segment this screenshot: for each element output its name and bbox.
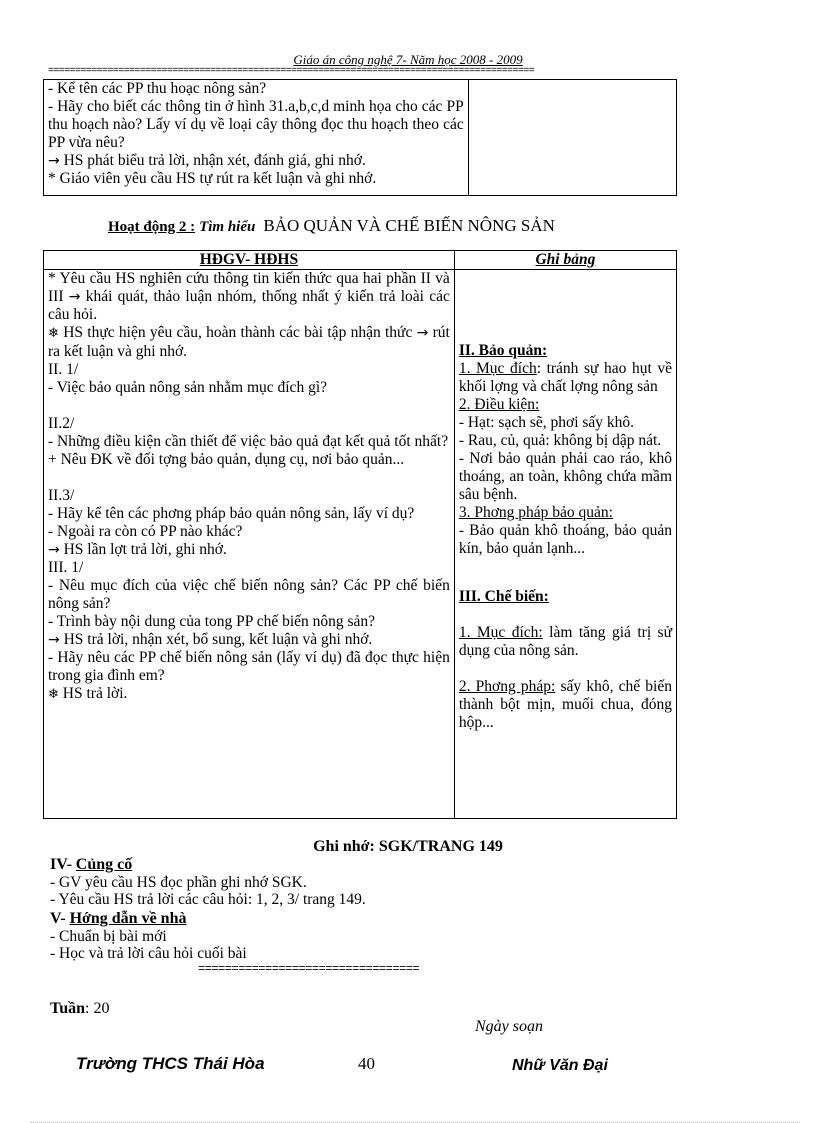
- memo-heading: Ghi nhớ: SGK/TRANG 149: [313, 838, 503, 855]
- arrow-right-icon: →: [48, 153, 60, 169]
- subheading: 1. Mục đích:: [458, 624, 543, 641]
- text-line: - Chuẩn bị bài mới: [50, 927, 167, 945]
- text-line: HS phát biểu trả lời, nhận xét, đánh giá, ghi nhớ.: [63, 152, 366, 169]
- activity2-label: Hoạt động 2 :: [108, 219, 196, 235]
- text-line: - Nơi bảo quản phải cao ráo, khô thoáng, an toàn, không chứa mầm sâu bệnh.: [458, 450, 672, 503]
- text-line: HS thực hiện yêu cầu, hoàn thành các bài tập nhận thức: [63, 324, 413, 341]
- section-4-number: IV-: [50, 856, 72, 873]
- text-line: + Nêu ĐK về đối tợng bảo quản, dụng cụ, nơi bảo quản...: [48, 451, 405, 468]
- page-number: 40: [358, 1054, 375, 1073]
- activity2-title: BẢO QUẢN VÀ CHẾ BIẾN NÔNG SẢN: [263, 216, 555, 235]
- text-line: - Bảo quản khô thoáng, bảo quản kín, bảo quản lạnh...: [458, 522, 672, 557]
- text-line: - Hãy kể tên các phơng pháp bảo quản nông sản, lấy ví dụ?: [48, 505, 415, 522]
- activity2-table: [43, 250, 677, 819]
- text-line: - Việc bảo quản nông sản nhằm mục đích gì?: [48, 379, 327, 396]
- prep-date-label: Ngày soạn: [475, 1018, 543, 1035]
- subheading: 3. Phơng pháp bảo quản:: [458, 504, 613, 521]
- arrow-right-icon: →: [68, 289, 81, 305]
- section-4: [50, 856, 366, 909]
- col-header-board: Ghi bảng: [454, 251, 676, 270]
- subheading: 2. Điều kiện:: [458, 396, 540, 413]
- section-processing-title: III. Chế biến:: [458, 588, 549, 605]
- text-line: * Giáo viên yêu cầu HS tự rút ra kết luận và ghi nhớ.: [48, 170, 377, 187]
- text-line: HS lần lợt trả lời, ghi nhớ.: [63, 541, 227, 558]
- week-line: [50, 1000, 109, 1018]
- text-line: II.2/: [48, 415, 75, 432]
- text-line: khái quát, thảo luận nhóm, thống nhất ý kiến trả loài các câu hỏi.: [48, 288, 450, 323]
- text-line: II.3/: [48, 487, 75, 504]
- text-line: sấy khô, chế biến thành bột mịn, muối chua, đóng hộp...: [458, 678, 672, 731]
- activity2-sub: Tìm hiểu: [199, 219, 256, 235]
- text-line: HS trả lời.: [62, 685, 128, 702]
- text-line: - Nêu mục đích của việc chế biến nông sản? Các PP chế biến nông sản?: [48, 577, 450, 612]
- text-line: - Những điều kiện cần thiết để việc bảo quả đạt kết quả tốt nhất?: [48, 433, 449, 450]
- text-line: - Rau, củ, quả: không bị dập nát.: [458, 432, 662, 449]
- text-line: - Trình bày nội dung của tong PP chế biến nông sản?: [48, 613, 376, 630]
- text-line: - Học và trả lời câu hỏi cuối bài: [50, 945, 247, 962]
- activity2-heading: [108, 216, 555, 236]
- text-line: làm tăng giá trị sử dụng của nông sản.: [458, 624, 672, 659]
- text-line: rút ra kết luận và ghi nhớ.: [48, 324, 450, 360]
- activity2-left-cell: [44, 270, 455, 819]
- snowflake-icon: ❄: [48, 687, 59, 702]
- header-rule: ==========================================================================================: [48, 66, 535, 77]
- week-value: : 20: [85, 1000, 110, 1017]
- text-line: III. 1/: [48, 559, 84, 576]
- text-line: HS trả lời, nhận xét, bổ sung, kết luận và ghi nhớ.: [63, 631, 373, 648]
- section-4-title: Củng cố: [75, 856, 133, 873]
- footer-school: Trường THCS Thái Hòa: [76, 1054, 265, 1073]
- col-header-teacher-student: HĐGV- HĐHS: [44, 251, 455, 270]
- text-line: - Yêu cầu HS trả lời các câu hỏi: 1, 2, 3/ trang 149.: [50, 891, 366, 908]
- footer-author: Nhữ Văn Đại: [512, 1057, 608, 1074]
- arrow-right-icon: →: [48, 542, 60, 558]
- section-preservation-title: II. Bảo quản:: [458, 342, 548, 359]
- snowflake-icon: ❄: [48, 326, 59, 341]
- text-line: - Ngoài ra còn có PP nào khác?: [48, 523, 243, 540]
- text-line: II. 1/: [48, 361, 79, 378]
- text-line: - GV yêu cầu HS đọc phần ghi nhớ SGK.: [50, 873, 307, 891]
- activity1-right-cell: [468, 80, 676, 196]
- page-header: Giáo án công nghệ 7- Năm học 2008 - 2009: [293, 52, 523, 67]
- separator-rule: =================================: [198, 962, 420, 976]
- subheading: 2. Phơng pháp:: [458, 678, 556, 695]
- text-line: - Hãy nêu các PP chế biến nông sản (lấy ví dụ) đã đọc thực hiện trong gia đình em?: [48, 649, 450, 684]
- activity1-left-cell: [44, 80, 469, 196]
- week-label: Tuần: [50, 1000, 85, 1017]
- activity2-right-cell: [454, 270, 676, 819]
- text-line: - Kể tên các PP thu hoạc nông sản?: [48, 80, 267, 97]
- text-line: : tránh sự hao hụt về khối lợng và chất lợng nông sản: [458, 360, 672, 395]
- section-5: [50, 910, 247, 963]
- activity1-table: [43, 79, 677, 196]
- section-5-number: V-: [50, 910, 66, 927]
- section-5-title: Hớng dẫn về nhà: [69, 910, 187, 927]
- text-line: - Hãy cho biết các thông tin ở hình 31.a,b,c,d minh họa cho các PP thu hoạch nào? Lấy ví dụ về loại cây thông đọc thu hoạch theo các PP vừa nêu?: [48, 98, 464, 151]
- arrow-right-icon: →: [48, 632, 60, 648]
- arrow-right-icon: →: [416, 325, 429, 341]
- text-line: * Yêu cầu HS nghiên cứu thông tin kiến thức qua hai phần II và III: [48, 270, 450, 305]
- subheading: 1. Mục đích: [458, 360, 537, 377]
- text-line: - Hạt: sạch sẽ, phơi sấy khô.: [458, 414, 635, 431]
